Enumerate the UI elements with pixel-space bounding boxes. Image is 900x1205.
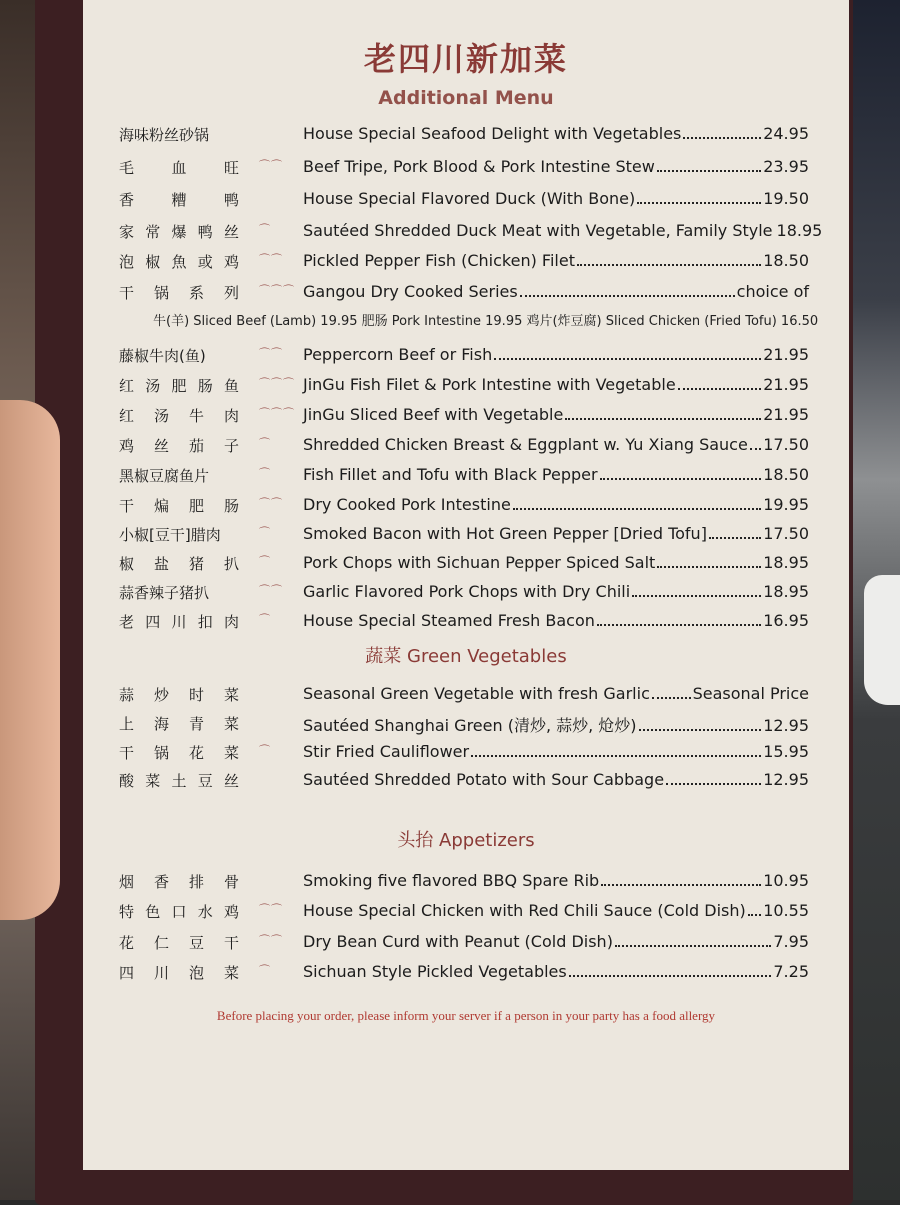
dish-chinese-name: 红汤肥肠鱼 [119,377,239,395]
spicy-level-icon: ⌒ [259,744,271,757]
dish-english-name: JinGu Fish Filet & Pork Intestine with Vegetable [303,375,676,394]
dish-chinese-name: 干煸肥肠 [119,497,239,515]
dish-chinese-name: 红汤牛肉 [119,407,239,425]
dish-price: 18.95 [776,221,823,240]
dish-english-name: Fish Fillet and Tofu with Black Pepper [303,465,598,484]
dish-price: 19.50 [763,189,809,208]
menu-item [83,345,849,369]
dish-english-line [303,611,809,630]
dish-english-line [303,251,809,270]
dish-english-line [303,124,809,143]
dish-english-line [303,189,809,208]
dish-chinese-name: 海味粉丝砂锅 [119,126,210,144]
menu-item [83,375,849,399]
dot-leader [683,125,761,139]
dish-chinese-name: 黑椒豆腐鱼片 [119,467,210,485]
spicy-level-icon: ⌒⌒ [259,253,283,266]
dish-english-name: Beef Tripe, Pork Blood & Pork Intestine Stew [303,157,655,176]
menu-item [83,124,849,148]
dish-price: 12.95 [763,770,809,789]
dot-leader [657,158,761,172]
spicy-level-icon: ⌒⌒ [259,934,283,947]
dish-english-line [303,524,809,543]
dish-english-line [303,553,809,572]
spicy-level-icon: ⌒⌒ [259,903,283,916]
dish-price: 12.95 [763,716,809,735]
dish-english-name: Shredded Chicken Breast & Eggplant w. Yu Xiang Sauce [303,435,748,454]
dish-price: 18.50 [763,251,809,270]
menu-item [83,189,849,213]
menu-item [83,770,849,794]
dish-chinese-name: 蒜香辣子猪扒 [119,584,210,602]
menu-binder [35,0,853,1205]
menu-item [83,524,849,548]
dish-price: 23.95 [763,157,809,176]
dish-price: 7.95 [773,932,809,951]
dot-leader [565,406,761,420]
dot-leader [748,902,761,916]
dish-english-name: House Special Flavored Duck (With Bone) [303,189,636,208]
dish-english-line [303,742,809,761]
menu-item [83,495,849,519]
dish-price: 17.50 [763,435,809,454]
dish-english-line [303,932,809,951]
dish-english-line [303,901,809,920]
dish-english-name: Gangou Dry Cooked Series [303,282,518,301]
dish-english-name: House Special Chicken with Red Chili Sauce (Cold Dish) [303,901,746,920]
spicy-level-icon: ⌒ [259,526,271,539]
dish-english-name: Pickled Pepper Fish (Chicken) Filet [303,251,575,270]
allergy-note: Before placing your order, please inform your server if a person in your party has a food allergy [216,1008,716,1023]
dish-english-line [303,405,809,424]
dish-price: 18.50 [763,465,809,484]
dish-chinese-name: 花仁豆干 [119,934,239,952]
dish-english-line [303,770,809,789]
dish-chinese-name: 老四川扣肉 [119,613,239,631]
dish-english-name: House Special Steamed Fresh Bacon [303,611,595,630]
dish-price: 24.95 [763,124,809,143]
spicy-level-icon: ⌒⌒ [259,584,283,597]
menu-item [83,742,849,766]
menu-subtitle: Additional Menu [378,87,554,109]
dish-english-line [303,465,809,484]
spicy-level-icon: ⌒⌒ [259,159,283,172]
dish-english-line [303,221,823,240]
dish-english-name: Pork Chops with Sichuan Pepper Spiced Salt [303,553,656,572]
dish-chinese-name: 椒盐猪扒 [119,555,239,573]
menu-page [83,0,849,1170]
dish-chinese-name: 蒜炒时菜 [119,686,239,704]
menu-item [83,282,849,306]
dish-english-name: Sautéed Shredded Potato with Sour Cabbage [303,770,665,789]
dish-english-line [303,495,809,514]
dish-price: 21.95 [763,345,809,364]
dish-price: 19.95 [763,495,809,514]
cup [864,575,900,705]
menu-item [83,713,849,737]
dish-english-line [303,713,809,736]
dish-english-name: House Special Seafood Delight with Vegetables [303,124,682,143]
dish-english-name: Sautéed Shanghai Green (清炒, 蒜炒, 炝炒) [303,716,637,735]
dish-chinese-name: 酸菜土豆丝 [119,772,239,790]
dot-leader [471,743,761,757]
dish-english-name: Garlic Flavored Pork Chops with Dry Chili [303,582,631,601]
menu-item [83,611,849,635]
dish-english-line [303,435,809,454]
dish-chinese-name: 特色口水鸡 [119,903,239,921]
dish-chinese-name: 香糟鸭 [119,191,239,209]
dish-chinese-name: 干锅系列 [119,284,239,302]
dot-leader [750,436,761,450]
menu-item [83,901,849,925]
dot-leader [569,963,772,977]
dish-english-name: Sautéed Shredded Duck Meat with Vegetable, Family Style [303,221,773,240]
menu-title: 老四川新加菜 [363,40,568,78]
dot-leader [709,525,761,539]
menu-item [83,221,849,245]
dish-english-name: Sichuan Style Pickled Vegetables [303,962,567,981]
dry-pot-choices: 牛(羊) Sliced Beef (Lamb) 19.95 肥肠 Pork Intestine 19.95 鸡片(炸豆腐) Sliced Chicken (Fried Tofu) 16.50 [153,314,819,329]
dish-chinese-name: 家常爆鸭丝 [119,223,239,241]
dish-chinese-name: 鸡丝茄子 [119,437,239,455]
dish-price: 10.55 [763,901,809,920]
dish-english-line [303,375,809,394]
menu-item [83,435,849,459]
dish-english-name: Smoking five flavored BBQ Spare Rib [303,871,600,890]
dish-price: Seasonal Price [692,684,809,703]
menu-item [83,405,849,429]
dot-leader [639,717,762,731]
dot-leader [652,685,691,699]
dot-leader [632,583,761,597]
spicy-level-icon: ⌒ [259,613,271,626]
dish-price: 15.95 [763,742,809,761]
dot-leader [513,496,761,510]
dish-english-name: Smoked Bacon with Hot Green Pepper [Dried Tofu] [303,524,707,543]
dish-price: 7.25 [773,962,809,981]
dot-leader [577,252,761,266]
dish-chinese-name: 藤椒牛肉(鱼) [119,347,206,365]
menu-item [83,582,849,606]
dish-chinese-name: 烟香排骨 [119,873,239,891]
menu-item [83,251,849,275]
dish-english-name: Dry Cooked Pork Intestine [303,495,511,514]
menu-item [83,932,849,956]
menu-item [83,962,849,986]
dot-leader [597,612,761,626]
menu-item [83,871,849,895]
section-heading-appetizers: 头抬 Appetizers [397,830,535,851]
dot-leader [615,933,771,947]
dish-english-line [303,871,809,890]
dish-english-name: JinGu Sliced Beef with Vegetable [303,405,564,424]
dish-english-name: Peppercorn Beef or Fish [303,345,493,364]
menu-item [83,157,849,181]
section-heading-vegetables: 蔬菜 Green Vegetables [365,646,567,667]
dot-leader [678,376,762,390]
dish-price: 18.95 [763,553,809,572]
spicy-level-icon: ⌒⌒ [259,347,283,360]
dish-price: 21.95 [763,375,809,394]
dot-leader [494,346,761,360]
dish-english-name: Dry Bean Curd with Peanut (Cold Dish) [303,932,613,951]
dish-price: 18.95 [763,582,809,601]
dish-chinese-name: 四川泡菜 [119,964,239,982]
dish-price: 21.95 [763,405,809,424]
spicy-level-icon: ⌒ [259,964,271,977]
dot-leader [666,771,761,785]
dish-english-line [303,582,809,601]
dish-english-line [303,282,809,301]
dish-english-line [303,345,809,364]
dot-leader [637,190,761,204]
dish-price: 17.50 [763,524,809,543]
spicy-level-icon: ⌒⌒⌒ [259,284,295,297]
hand [0,400,60,920]
dish-chinese-name: 上海青菜 [119,715,239,733]
spicy-level-icon: ⌒ [259,223,271,236]
dish-chinese-name: 泡椒魚或鸡 [119,253,239,271]
menu-item [83,553,849,577]
dish-english-name: Stir Fried Cauliflower [303,742,470,761]
dot-leader [657,554,761,568]
dot-leader [520,283,735,297]
dot-leader [601,872,761,886]
menu-item [83,465,849,489]
dish-english-name: Seasonal Green Vegetable with fresh Garlic [303,684,650,703]
dish-price: choice of [736,282,809,301]
spicy-level-icon: ⌒⌒ [259,497,283,510]
dot-leader [600,466,762,480]
dish-english-line [303,962,809,981]
spicy-level-icon: ⌒ [259,467,271,480]
dish-english-line [303,684,809,703]
menu-item [83,684,849,708]
spicy-level-icon: ⌒ [259,437,271,450]
dish-english-line [303,157,809,176]
spicy-level-icon: ⌒ [259,555,271,568]
dish-price: 10.95 [763,871,809,890]
dish-chinese-name: 干锅花菜 [119,744,239,762]
dish-chinese-name: 毛血旺 [119,159,239,177]
spicy-level-icon: ⌒⌒⌒ [259,377,295,390]
dish-chinese-name: 小椒[豆干]腊肉 [119,526,221,544]
spicy-level-icon: ⌒⌒⌒ [259,407,295,420]
dish-price: 16.95 [763,611,809,630]
